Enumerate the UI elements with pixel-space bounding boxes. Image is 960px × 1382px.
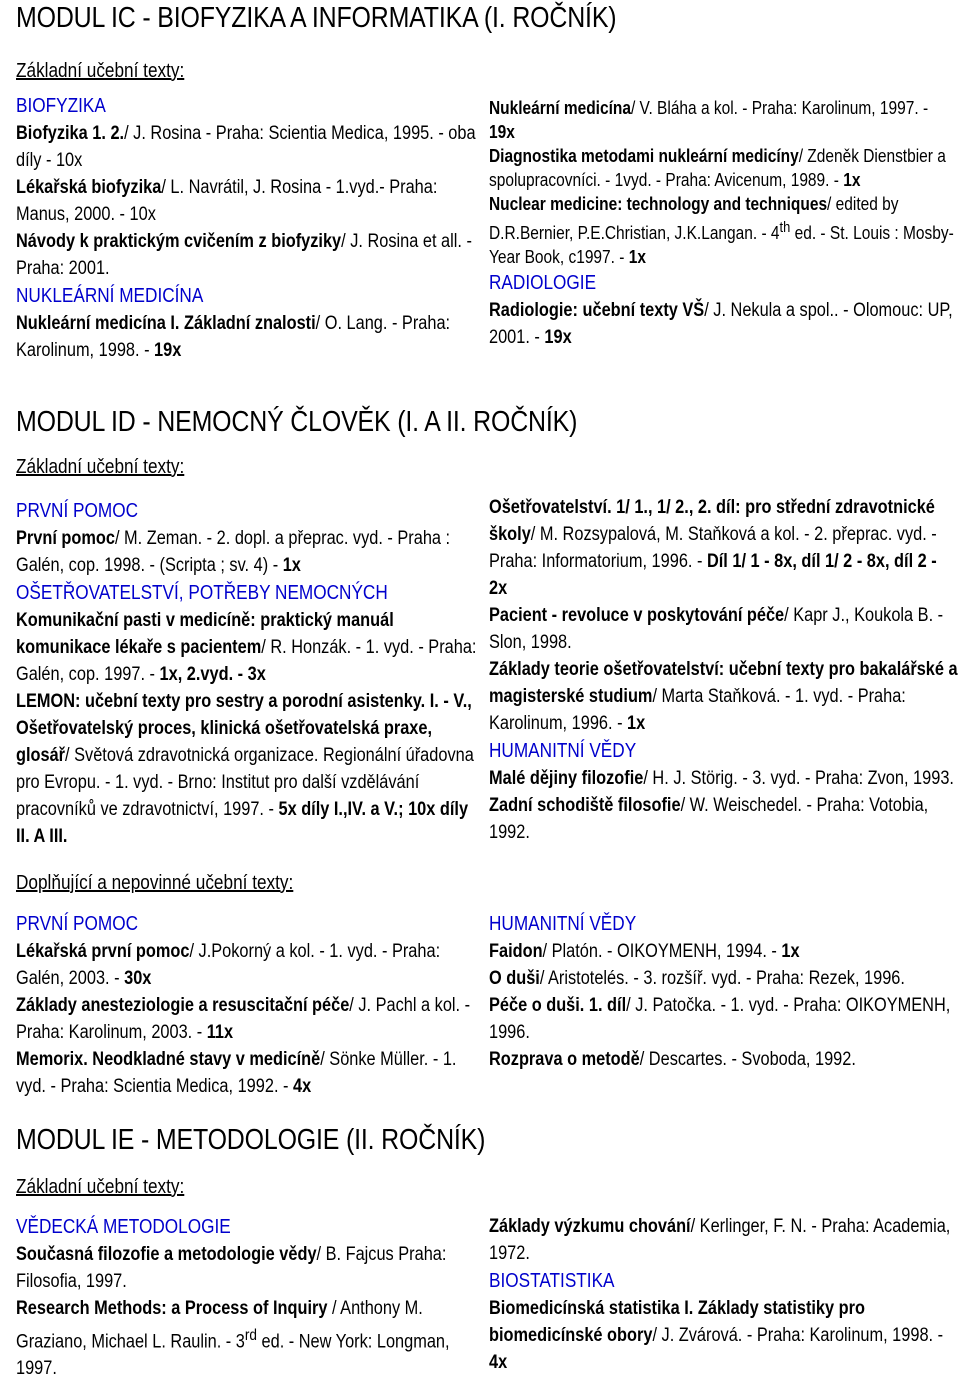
reference-item: O duši/ Aristotelés. - 3. rozšíř. vyd. - Praha: Rezek, 1996. bbox=[489, 968, 905, 989]
category-vedecka-metodologie: VĚDECKÁ METODOLOGIE bbox=[16, 1216, 231, 1238]
module-ic-title: MODUL IC - BIOFYZIKA A INFORMATIKA (I. ROČNÍK) bbox=[16, 2, 617, 34]
reference-item: Současná filozofie a metodologie vědy/ B. Fajcus Praha: Filosofia, 1997. bbox=[16, 1244, 447, 1292]
reference-item: Memorix. Neodkladné stavy v medicíně/ Sönke Müller. - 1. vyd. - Praha: Scientia Medica, 1992. - 4x bbox=[16, 1049, 457, 1097]
module-ie-left-column bbox=[16, 1213, 486, 1382]
module-ie-subtitle: Základní učební texty: bbox=[16, 1176, 185, 1198]
reference-item: Biofyzika 1. 2./ J. Rosina - Praha: Scientia Medica, 1995. - oba díly - 10x bbox=[16, 123, 476, 171]
module-ic-left-column bbox=[16, 92, 486, 364]
category-biostatistika: BIOSTATISTIKA bbox=[489, 1270, 615, 1292]
reference-item: První pomoc/ M. Zeman. - 2. dopl. a přeprac. vyd. - Praha : Galén, cop. 1998. - (Scripta ; sv. 4) - 1x bbox=[16, 528, 451, 576]
reference-item: Research Methods: a Process of Inquiry / Anthony M. Graziano, Michael L. Raulin. - 3rd ed. - New York: Longman, 1997. bbox=[16, 1298, 450, 1380]
reference-item: Základy výzkumu chování/ Kerlinger, F. N. - Praha: Academia, 1972. bbox=[489, 1216, 951, 1264]
reference-item: Péče o duši. 1. díl/ J. Patočka. - 1. vyd. - Praha: OIKOYMENH, 1996. bbox=[489, 995, 951, 1043]
reference-item: Zadní schodiště filosofie/ W. Weischedel. - Praha: Votobia, 1992. bbox=[489, 795, 929, 843]
module-id-left-column bbox=[16, 497, 486, 850]
reference-item: Faidon/ Platón. - OIKOYMENH, 1994. - 1x bbox=[489, 941, 800, 962]
module-ic-right-column bbox=[489, 96, 959, 351]
module-id-subtitle-optional: Doplňující a nepovinné učební texty: bbox=[16, 872, 294, 894]
reference-item: Radiologie: učební texty VŠ/ J. Nekula a spol.. - Olomouc: UP, 2001. - 19x bbox=[489, 300, 953, 348]
reference-item: Malé dějiny filozofie/ H. J. Störig. - 3. vyd. - Praha: Zvon, 1993. bbox=[489, 768, 954, 789]
reference-item: Nukleární medicína I. Základní znalosti/ O. Lang. - Praha: Karolinum, 1998. - 19x bbox=[16, 313, 451, 361]
module-id-right-column bbox=[489, 494, 959, 846]
reference-item: Biomedicínská statistika I. Základy statistiky pro biomedicínské obory/ J. Zvárová. - Praha: Karolinum, 1998. - 4x bbox=[489, 1298, 944, 1373]
reference-item: Lékařská biofyzika/ L. Navrátil, J. Rosina - 1.vyd.- Praha: Manus, 2000. - 10x bbox=[16, 177, 438, 225]
category-osetrovatelstvi: OŠETŘOVATELSTVÍ, POTŘEBY NEMOCNÝCH bbox=[16, 582, 388, 604]
reference-item: Nukleární medicína/ V. Bláha a kol. - Praha: Karolinum, 1997. - 19x bbox=[489, 98, 929, 142]
reference-item: Základy anesteziologie a resuscitační péče/ J. Pachl a kol. - Praha: Karolinum, 2003. - 11x bbox=[16, 995, 471, 1043]
module-id-subtitle: Základní učební texty: bbox=[16, 456, 185, 478]
category-prvni-pomoc: PRVNÍ POMOC bbox=[16, 913, 139, 935]
category-biofyzika: BIOFYZIKA bbox=[16, 95, 106, 117]
category-humanitni-vedy: HUMANITNÍ VĚDY bbox=[489, 740, 637, 762]
category-radiologie: RADIOLOGIE bbox=[489, 272, 597, 294]
reference-item: Pacient - revoluce v poskytování péče/ Kapr J., Koukola B. - Slon, 1998. bbox=[489, 605, 944, 653]
module-id-left-column-optional bbox=[16, 910, 486, 1100]
reference-item: Ošetřovatelství. 1/ 1., 1/ 2., 2. díl: pro střední zdravotnické školy/ M. Rozsypalová, M. Staňková a kol. - 2. přeprac. vyd. - Praha: Informatorium, 1996. - Díl 1/ 1 - 8x, díl 1/ 2 - 8x, díl 2 - 2x bbox=[489, 497, 937, 599]
reference-item: Nuclear medicine: technology and techniques/ edited by D.R.Bernier, P.E.Christian, J.K.Langan. - 4th ed. - St. Louis : Mosby-Year Book, c1997. - 1x bbox=[489, 194, 954, 267]
category-nuklearni-medicina: NUKLEÁRNÍ MEDICÍNA bbox=[16, 285, 204, 307]
module-ie-title: MODUL IE - METODOLOGIE (II. ROČNÍK) bbox=[16, 1124, 486, 1156]
module-id-title: MODUL ID - NEMOCNÝ ČLOVĚK (I. A II. ROČNÍK) bbox=[16, 406, 578, 438]
category-prvni-pomoc: PRVNÍ POMOC bbox=[16, 500, 139, 522]
category-humanitni-vedy: HUMANITNÍ VĚDY bbox=[489, 913, 637, 935]
reference-item: Komunikační pasti v medicíně: praktický manuál komunikace lékaře s pacientem/ R. Honzák. - 1. vyd. - Praha: Galén, cop. 1997. - 1x, 2.vyd. - 3x bbox=[16, 610, 477, 685]
reference-item: Diagnostika metodami nukleární medicíny/ Zdeněk Dienstbier a spolupracovníci. - 1vyd. - Praha: Avicenum, 1989. - 1x bbox=[489, 146, 946, 190]
module-id-right-column-optional bbox=[489, 910, 959, 1073]
module-ie-right-column bbox=[489, 1213, 959, 1376]
reference-item: LEMON: učební texty pro sestry a porodní asistenky. I. - V., Ošetřovatelský proces, klinická ošetřovatelská praxe, glosář/ Světová zdravotnická organizace. Regionální úřadovna pro Evropu. - 1. vyd. - Brno: Institut pro další vzdělávání pracovníků ve zdravotnictví, 1997. - 5x díly I.,IV. a V.; 10x díly II. A III. bbox=[16, 691, 474, 847]
reference-item: Rozprava o metodě/ Descartes. - Svoboda, 1992. bbox=[489, 1049, 856, 1070]
module-ic-subtitle: Základní učební texty: bbox=[16, 60, 185, 82]
reference-item: Základy teorie ošetřovatelství: učební texty pro bakalářské a magisterské studium/ Marta Staňková. - 1. vyd. - Praha: Karolinum, 1996. - 1x bbox=[489, 659, 958, 734]
reference-item: Lékařská první pomoc/ J.Pokorný a kol. - 1. vyd. - Praha: Galén, 2003. - 30x bbox=[16, 941, 441, 989]
reference-item: Návody k praktickým cvičením z biofyziky/ J. Rosina et all. - Praha: 2001. bbox=[16, 231, 472, 279]
